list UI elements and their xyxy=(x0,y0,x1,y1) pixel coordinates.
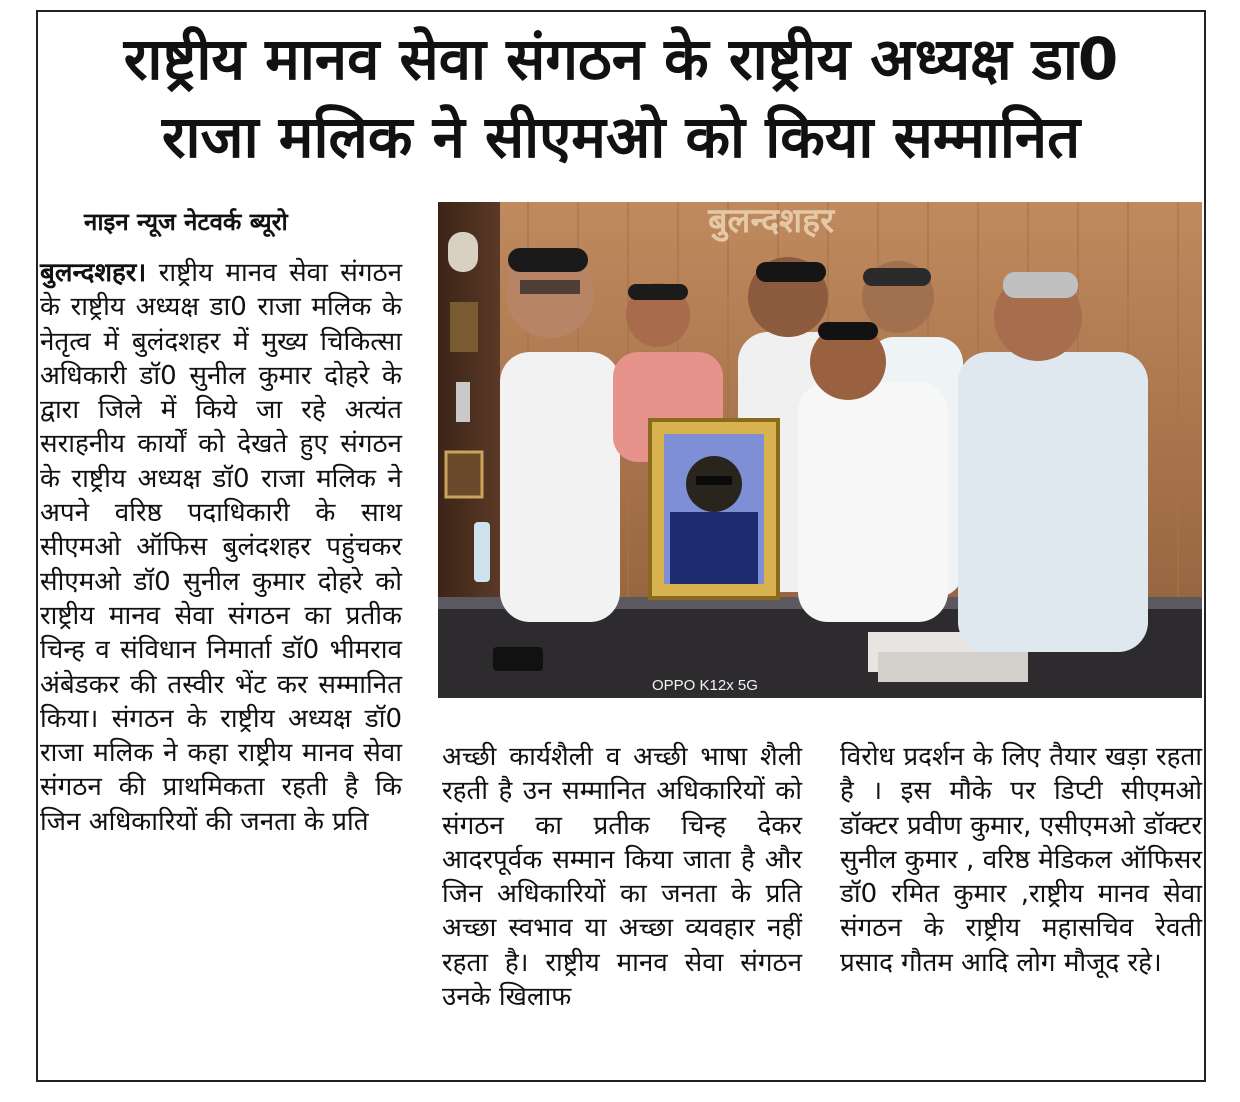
headline xyxy=(40,20,1202,176)
article-column-3 xyxy=(840,740,1202,980)
article-column-1 xyxy=(40,256,402,839)
column-3-text: विरोध प्रदर्शन के लिए तैयार खड़ा रहता है । इस मौके पर डिप्टी सीएमओ डॉक्टर प्रवीण कुमार, एसीएमओ डॉक्टर सुनील कुमार , वरिष्ठ मेडिकल ऑफिसर डॉ0 रमित कुमार ,राष्ट्रीय मानव सेवा संगठन के राष्ट्रीय महासचिव रेवती प्रसाद गौतम आदि लोग मौजूद रहे। xyxy=(840,742,1202,978)
camera-stamp: OPPO K12x 5G xyxy=(652,677,758,694)
wall-sign: बुलन्दशहर xyxy=(708,202,835,241)
news-photo xyxy=(438,202,1202,698)
article-column-2 xyxy=(442,740,802,1014)
column-2-text: अच्छी कार्यशैली व अच्छी भाषा शैली रहती है उन सम्मानित अधिकारियों को संगठन का प्रतीक चिन्ह देकर आदरपूर्वक सम्मान किया जाता है और जिन अधिकारियों का जनता के प्रति अच्छा स्वभाव या अच्छा व्यवहार नहीं रहता है। राष्ट्रीय मानव सेवा संगठन उनके खिलाफ xyxy=(442,742,802,1013)
framed-portrait xyxy=(650,420,778,598)
dateline: बुलन्दशहर। xyxy=(40,258,147,288)
photo-illustration xyxy=(438,202,1202,698)
headline-line-1: राष्ट्रीय मानव सेवा संगठन के राष्ट्रीय अध्यक्ष डा0 xyxy=(123,25,1119,93)
byline: नाइन न्यूज नेटवर्क ब्यूरो xyxy=(84,208,288,236)
headline-line-2: राजा मलिक ने सीएमओ को किया सम्मानित xyxy=(161,103,1081,171)
column-1-text: राष्ट्रीय मानव सेवा संगठन के राष्ट्रीय अध्यक्ष डा0 राजा मलिक के नेतृत्व में बुलंदशहर में मुख्य चिकित्सा अधिकारी डॉ0 सुनील कुमार दोहरे के द्वारा जिले में किये जा रहे अत्यंत सराहनीय कार्यों को देखते हुए संगठन के राष्ट्रीय अध्यक्ष डॉ0 राजा मलिक ने अपने वरिष्ठ पदाधिकारी के साथ सीएमओ ऑफिस बुलंदशहर पहुंचकर सीएमओ डॉ0 सुनील कुमार दोहरे को राष्ट्रीय मानव सेवा संगठन का प्रतीक चिन्ह व संविधान निमार्ता डॉ0 भीमराव अंबेडकर की तस्वीर भेंट कर सम्मानित किया। संगठन के राष्ट्रीय अध्यक्ष डॉ0 राजा मलिक ने कहा राष्ट्रीय मानव सेवा संगठन की प्राथमिकता रहती है कि जिन अधिकारियों की जनता के प्रति xyxy=(40,258,402,837)
